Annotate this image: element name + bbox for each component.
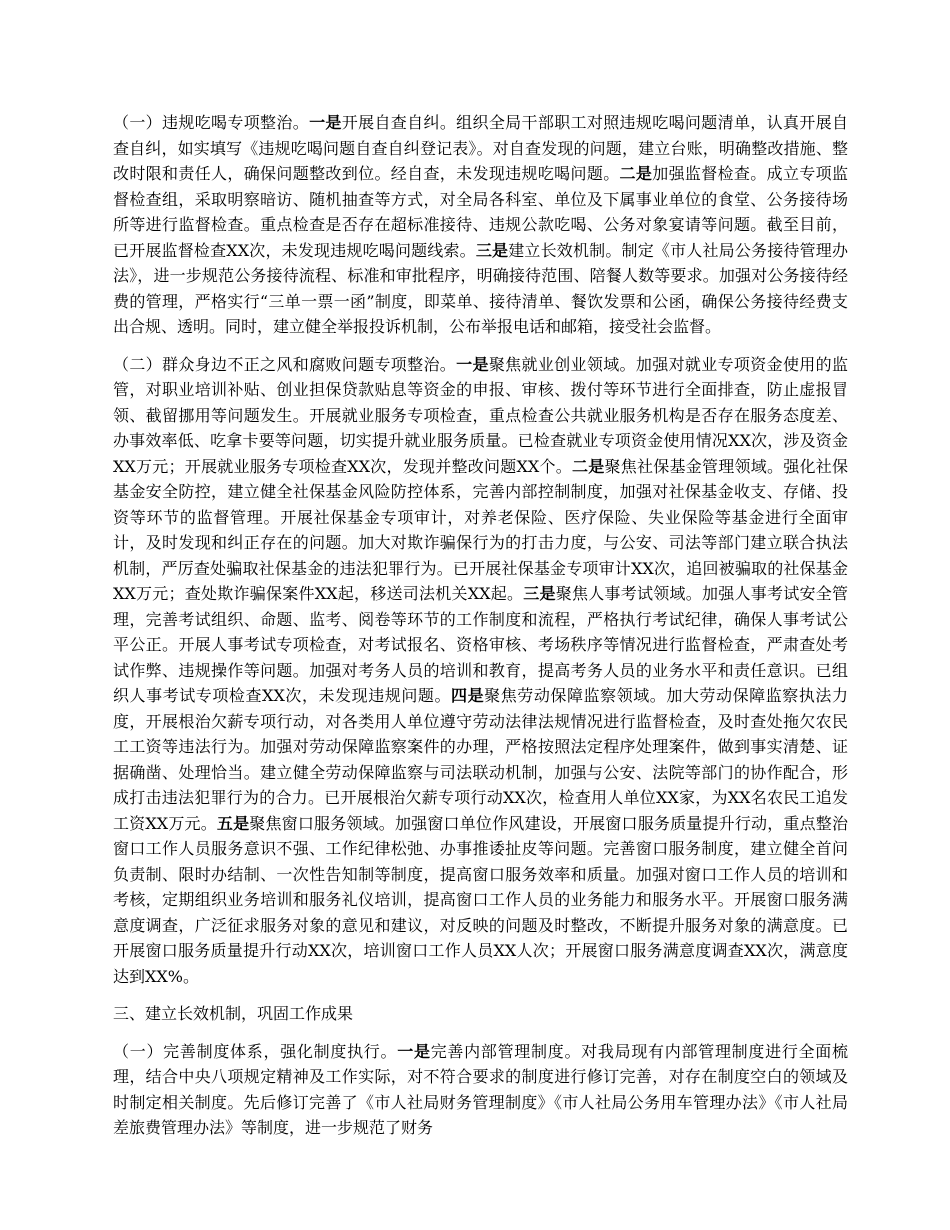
paragraph-bold-marker: 一是 [309,113,342,132]
paragraph-text: 聚焦劳动保障监察领域。加大劳动保障监察执法力度，开展根治欠薪专项行动，对各类用人单位遵守劳动法律法规情况进行监督检查，及时查处拖欠农民工工资等违法行为。加强对劳动保障监察案件的办理，严格按照法定程序处理案件，做到事实清楚、证据确凿、处理恰当。建立健全劳动保障监察与司法联动机制，加强与公安、法院等部门的协作配合，形成打击违法犯罪行为的合力。已开展根治欠薪专项行动XX次，检查用人单位XX家，为XX名农民工追发工资XX万元。 [113,686,848,833]
paragraph-institution-system [113,1039,848,1141]
paragraph-text: 加强监督检查。成立专项监督检查组，采取明察暗访、随机抽查等方式，对全局各科室、单位及下属事业单位的食堂、公务接待场所等进行监督检查。重点检查是否存在超标准接待、违规公款吃喝、公务对象宴请等问题。截至目前，已开展监督检查XX次，未发现违规吃喝问题线索。 [113,164,848,260]
paragraph-text: 聚焦社保基金管理领域。强化社保基金安全防控，建立健全社保基金风险防控体系，完善内部控制制度，加强对社保基金收支、存储、投资等环节的监督管理。开展社保基金专项审计，对养老保险、医疗保险、失业保险等基金进行全面审计，及时发现和纠正存在的问题。加大对欺诈骗保行为的打击力度，与公安、司法等部门建立联合执法机制，严厉查处骗取社保基金的违法犯罪行为。已开展社保基金专项审计XX次，追回被骗取的社保基金XX万元；查处欺诈骗保案件XX起，移送司法机关XX起。 [113,456,848,603]
paragraph-text: 聚焦就业创业领域。加强对就业专项资金使用的监管，对职业培训补贴、创业担保贷款贴息等资金的申报、审核、拨付等环节进行全面排查，防止虚报冒领、截留挪用等问题发生。开展就业服务专项检查，重点检查公共就业服务机构是否存在服务态度差、办事效率低、吃拿卡要等问题，切实提升就业服务质量。已检查就业专项资金使用情况XX次，涉及资金XX万元；开展就业服务专项检查XX次，发现并整改问题XX个。 [113,354,848,476]
paragraph-bold-marker: 四是 [451,686,485,705]
paragraph-bold-marker: 一是 [456,354,489,374]
section-heading-text: 三、建立长效机制，巩固工作成果 [113,1004,354,1023]
section-heading [113,1001,848,1027]
paragraph-text: （一）完善制度体系，强化制度执行。 [113,1041,398,1061]
paragraph-bold-marker: 一是 [397,1041,431,1061]
paragraph-text: 完善内部管理制度。对我局现有内部管理制度进行全面梳理，结合中央八项规定精神及工作实际，对不符合要求的制度进行修订完善，对存在制度空白的领域及时制定相关制度。先后修订完善了《市人社局财务管理制度》《市人社局公务用车管理办法》《市人社局差旅费管理办法》等制度，进一步规范了财务 [113,1041,848,1137]
paragraph-text: 开展自查自纠。组织全局干部职工对照违规吃喝问题清单，认真开展自查自纠，如实填写《违规吃喝问题自查自纠登记表》。对自查发现的问题，建立台账，明确整改措施、整改时限和责任人，确保问题整改到位。经自查，未发现违规吃喝问题。 [113,113,848,183]
paragraph-text: 聚焦人事考试领域。加强人事考试安全管理，完善考试组织、命题、监考、阅卷等环节的工作制度和流程，严格执行考试纪律，确保人事考试公平公正。开展人事考试专项检查，对考试报名、资格审核、考场秩序等情况进行监督检查，严肃查处考试作弊、违规操作等问题。加强对考务人员的培训和教育，提高考务人员的业务水平和责任意识。已组织人事考试专项检查XX次，未发现违规问题。 [113,584,848,705]
paragraph-text: 建立长效机制。制定《市人社局公务接待管理办法》，进一步规范公务接待流程、标准和审批程序，明确接待范围、陪餐人数等要求。加强对公务接待经费的管理，严格实行“三单一票一函”制度，即菜单、接待清单、餐饮发票和公函，确保公务接待经费支出合规、透明。同时，建立健全举报投诉机制，公布举报电话和邮箱，接受社会监督。 [113,240,848,336]
paragraph-text: 聚焦窗口服务领域。加强窗口单位作风建设，开展窗口服务质量提升行动，重点整治窗口工作人员服务意识不强、工作纪律松弛、办事推诿扯皮等问题。完善窗口服务制度，建立健全首问负责制、限时办结制、一次性告知制等制度，提高窗口服务效率和质量。加强对窗口工作人员的培训和考核，定期组织业务培训和服务礼仪培训，提高窗口工作人员的业务能力和服务水平。开展窗口服务满意度调查，广泛征求服务对象的意见和建议，对反映的问题及时整改，不断提升服务对象的满意度。已开展窗口服务质量提升行动XX次，培训窗口工作人员XX人次；开展窗口服务满意度调查XX次，满意度达到XX%。 [113,813,848,986]
paragraph-bold-marker: 五是 [216,813,250,833]
paragraph-grassroots-corruption [113,352,848,990]
paragraph-bold-marker: 二是 [572,456,605,476]
paragraph-bold-marker: 二是 [619,164,653,183]
paragraph-bold-marker: 三是 [475,240,509,260]
paragraph-violation-dining [113,110,848,340]
document-page [113,110,848,1153]
paragraph-bold-marker: 三是 [523,584,556,603]
paragraph-text: （一）违规吃喝专项整治。 [113,113,310,132]
paragraph-text: （二）群众身边不正之风和腐败问题专项整治。 [113,354,457,374]
